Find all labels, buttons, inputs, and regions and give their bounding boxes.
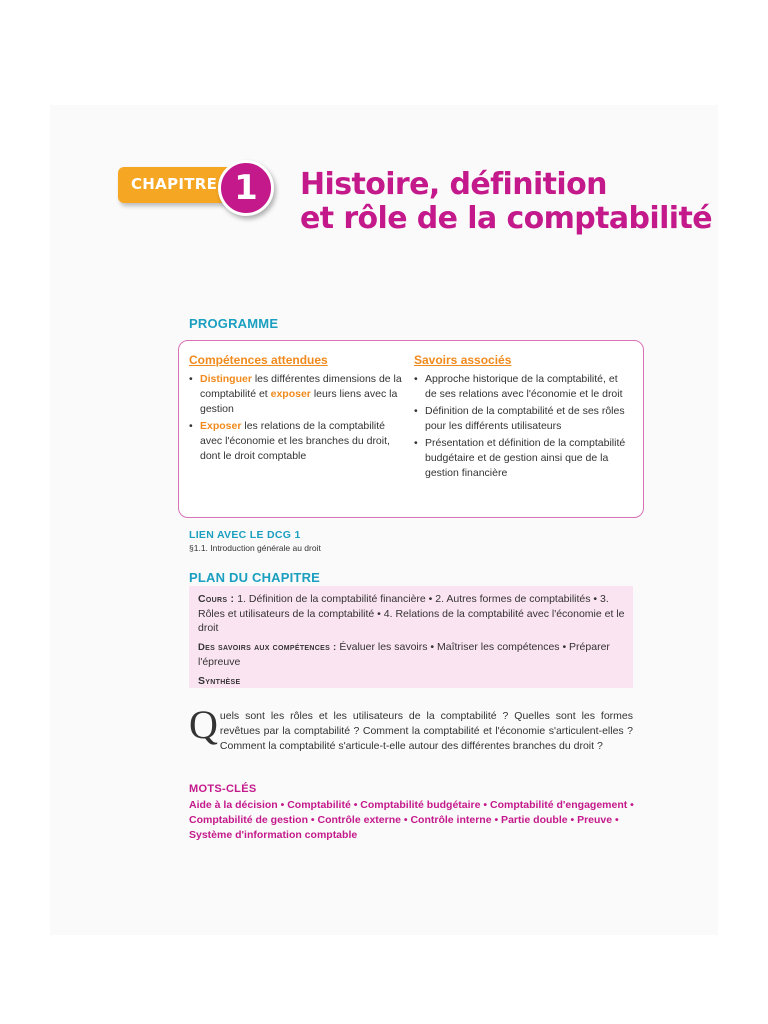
plan-heading: PLAN DU CHAPITRE	[189, 570, 321, 585]
programme-heading: PROGRAMME	[189, 316, 279, 331]
competences-list	[189, 372, 407, 466]
chapter-title-line2: et rôle de la comptabilité	[300, 201, 712, 236]
intro-paragraph	[189, 702, 633, 754]
chapter-title	[300, 168, 720, 236]
dropcap: Q	[189, 702, 218, 747]
lien-text: §1.1. Introduction générale au droit	[189, 543, 321, 553]
list-item-text: leurs liens avec la gestion	[200, 388, 398, 415]
lien-heading: LIEN AVEC LE DCG 1	[189, 529, 301, 541]
chapter-label: CHAPITRE	[131, 175, 218, 193]
savoirs-text: Évaluer les savoirs • Maîtriser les compétences • Préparer l'épreuve	[198, 640, 610, 668]
keyword-exposer: exposer	[270, 388, 311, 400]
mots-cles-list: Aide à la décision • Comptabilité • Comptabilité budgétaire • Comptabilité d'engagement • Comptabilité de gestion • Contrôle externe • Contrôle interne • Partie double • Preuve • Système d'information comptable	[189, 799, 634, 841]
savoirs-heading: Savoirs associés	[414, 353, 512, 367]
list-item	[189, 419, 407, 464]
list-item: • Présentation et définition de la comptabilité budgétaire et de gestion ainsi que de la gestion financière	[414, 436, 626, 481]
intro-text: uels sont les rôles et les utilisateurs de la comptabilité ? Quelles sont les formes revêtues par la comptabilité ? Comment la comptabilité et l'économie s'articulent-elles ? Comment la comptabilité s'articule-t-elle autour des différentes branches du droit ?	[219, 710, 633, 752]
synthese-label: Synthèse	[198, 674, 241, 687]
list-item: • Approche historique de la comptabilité, et de ses relations avec l'économie et le droit	[414, 372, 626, 402]
plan-savoirs	[198, 640, 628, 670]
plan-synthese	[198, 674, 628, 689]
savoirs-label: Des savoirs aux compétences :	[198, 641, 337, 653]
cours-text: 1. Définition de la comptabilité financière • 2. Autres formes de comptabilités • 3. Rôles et utilisateurs de la comptabilité • 4. Relations de la comptabilité avec l'économie et le droit	[198, 593, 625, 634]
keyword-exposer: Exposer	[200, 420, 242, 432]
mots-cles-heading: MOTS-CLÉS	[189, 783, 257, 795]
plan-cours	[198, 592, 628, 636]
chapter-number-badge: 1	[218, 160, 274, 216]
list-item: • Définition de la comptabilité et de ses rôles pour les différents utilisateurs	[414, 404, 626, 434]
list-item-text: les relations de la comptabilité avec l'économie et les branches du droit, dont le droit comptable	[200, 420, 390, 462]
competences-heading: Compétences attendues	[189, 353, 328, 367]
keyword-distinguer: Distinguer	[200, 373, 252, 385]
list-item	[189, 372, 407, 417]
cours-label: Cours :	[198, 593, 235, 605]
list-item-text: les différentes dimensions de la comptabilité et	[200, 373, 402, 400]
savoirs-list	[414, 372, 626, 483]
chapter-title-line1: Histoire, définition	[300, 167, 607, 202]
plan-content	[198, 592, 628, 692]
